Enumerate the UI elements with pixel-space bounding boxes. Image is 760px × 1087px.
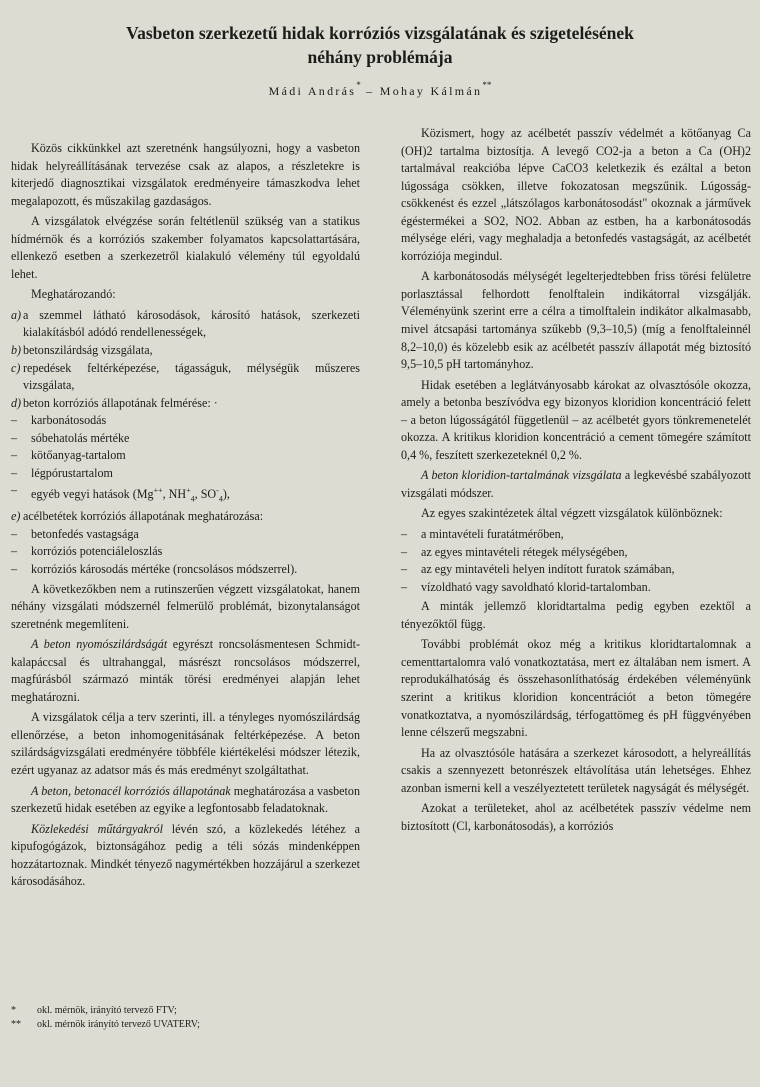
italic-lead: Közlekedési műtárgyakról [31,821,163,836]
list-item-text: betonszilárdság vizsgálata, [23,343,153,358]
left-column [11,140,360,894]
list-item [11,395,360,413]
dash-marker: – [11,483,18,498]
difference-list [401,526,751,596]
dash-marker: – [401,579,408,594]
list-item-text: korróziós károsodás mértéke (roncsolásos módszerrel). [31,562,298,577]
list-item-text: repedések feltérképezése, tágasságuk, mélységük műszeres vizsgálata, [23,360,360,393]
list-item [11,465,360,483]
paragraph: Hidak esetében a leglátványosabb károkat az olvasztósóle okozza, amely a betonba beszívódva egy bizonyos kloridion koncentráció felett – a beton lúgosságától függetlenül – az acélbetét gyors tönkremenetelét okozza. A kritikus kloridion koncentráció a cement tömegére számított 0,4 %, feszített szerkezeteknél 0,2 %. [401,377,751,462]
list-item-text: sóbehatolás mértéke [31,430,130,445]
paragraph: Közös cikkünkkel azt szeretnénk hangsúlyozni, hogy a vasbeton hidak helyreállításának tervezése csak az alapos, a részletekre is kiterjedő diagnosztikai vizsgálatok eredményeire támaszkodva lehet megalapozott, és műszakilag gazdaságos. [11,141,360,208]
list-letter: d) [11,395,22,410]
italic-lead: A beton, betonacél korróziós állapotának [31,783,231,798]
footnote [11,1018,360,1032]
list-item-text: karbonátosodás [31,413,107,428]
paragraph: A vizsgálatok célja a terv szerinti, ill. a tényleges nyomószilárdság ellenőrzése, a beton inhomogenitásának feltérképezése. A beton szilárdságvizsgálati eredményére többféle kiértékelési módszer létezik, ezért ugyanaz az adatsor más és más eredményt szolgáltathat. [11,710,360,778]
author-1-mark: * [356,80,361,90]
footnote-text: okl. mérnök irányító tervező UVATERV; [37,1019,200,1030]
paragraph: A karbonátosodás mélységét legelterjedtebben friss törési felületre porlasztással felhordott fenolftalein indikátorral vizsgálják. Véleményünk szerint erre a célra a timolftalein indikátor alkalmasabb, mivel átcsapási tartománya szűkebb (9,3–10,5) (míg a fenolftaleinnél 8,2–10,0) és közelebb esik az acélbetét passzív állapotát még biztosító 9,5–10,5 pH tartományhoz. [401,269,751,372]
author-separator: – [366,84,375,98]
paragraph: A beton kloridion-tartalmának vizsgálata a legkevésbé szabályozott vizsgálati módszer. [401,468,751,500]
footnote [11,1004,360,1018]
list-item [11,526,360,544]
author-1: Mádi András [268,84,357,98]
author-line [40,76,720,100]
article-title-line1: Vasbeton szerkezetű hidak korróziós vizsgálatának és szigetelésének [126,23,634,43]
paragraph: Közlekedési műtárgyakról lévén szó, a közlekedés létéhez a kipufogógázok, biztonságához pedig a téli sózás mindenképpen hozzátartoznak. Mindkét tényező nagymértékben hozzájárul a szerkezet károsodásához. [11,821,360,889]
paragraph: Azokat a területeket, ahol az acélbetétek passzív védelme nem biztosított (Cl, karbonátosodás), a korróziós [401,801,751,833]
list-item-text: légpórustartalom [31,465,113,480]
paragraph: A beton nyomószilárdságát egyrészt roncsolásmentesen Schmidt-kalapáccsal és ultrahanggal, másrészt roncsolásos módszerrel, magfúrásból származó minták törési eredményei alapján lehet meghatározni. [11,637,360,704]
list-letter: a) [11,307,22,322]
list-item-text: a mintavételi furatátmérőben, [421,527,564,542]
dash-marker: – [11,526,18,541]
list-item [401,526,751,544]
list-item [401,561,751,579]
list-item [11,543,360,561]
list-item-text: beton korróziós állapotának felmérése: · [23,395,218,410]
footnote-mark: ** [11,1019,21,1030]
determination-list [11,307,360,579]
list-letter: e) [11,509,21,524]
list-item [11,342,360,360]
dash-marker: – [401,527,408,542]
author-2: Mohay Kálmán [379,84,483,98]
stray-dot: · [213,395,218,410]
paragraph: A vizsgálatok elvégzése során feltétlenül szükség van a statikus hídmérnök és a korróziós szakember folyamatos kapcsolattartására, ellenkező esetben a szerkezetről kialakuló vélemény túl egyoldalú lehet. [11,214,360,281]
dash-marker: – [401,562,408,577]
footnote-mark: * [11,1005,16,1016]
list-letter: b) [11,343,22,358]
right-column [401,125,751,838]
list-item-text: betonfedés vastagsága [31,526,139,541]
paragraph: Az egyes szakintézetek által végzett vizsgálatok különböznek: [421,506,723,521]
list-item [11,430,360,448]
paragraph: Meghatározandó: [31,287,116,302]
list-letter: c) [11,360,21,375]
footnotes [11,1004,360,1032]
list-item [401,544,751,562]
list-item-text: kötőanyag-tartalom [31,448,126,463]
dash-marker: – [11,562,18,577]
list-item [11,307,360,342]
italic-lead: A beton kloridion-tartalmának vizsgálata [421,468,622,483]
author-2-mark: ** [482,80,492,90]
list-item [11,561,360,579]
paragraph: A minták jellemző kloridtartalma pedig egyben ezektől a tényezőktől függ. [401,599,751,631]
list-item-text: az egyes mintavételi rétegek mélységében, [421,544,628,559]
list-item-text: acélbetétek korróziós állapotának meghatározása: [23,509,264,524]
paragraph: Ha az olvasztósóle hatására a szerkezet károsodott, a helyreállítás csakis a szennyezett betonrészek eltávolítása után lehetséges. Ehhez azonban ismerni kell a veszélyeztetett területek nagyságát és mélységét. [401,745,751,795]
italic-lead: A beton nyomószilárdságát [31,637,168,652]
paragraph: A következőkben nem a rutinszerűen végzett vizsgálatokat, hanem néhány vizsgálati módszernél felmerülő problémát, bizonytalanságot szeretnénk megemlíteni. [11,581,360,631]
list-item [11,482,360,508]
list-item-text: korróziós potenciáleloszlás [31,544,163,559]
dash-marker: – [11,430,18,445]
list-item [11,508,360,526]
paragraph: További problémát okoz még a kritikus kloridtartalomnak a cementtartalomra való vonatkoztatása, mert ez általában nem ismert. A reprodukálhatóság és összehasonlíthatóság érdekében véleményünk szerint a kritikus kloridion koncentrációt a beton tömegére vonatkoztatva, a nyomószilárdság, térfogattömeg és pH függvényében lenne célszerű megszabni. [401,637,751,740]
chemical-effects-item: egyéb vegyi hatások (Mg++, $NH^+_4$, $SO^-_4$), [31,486,230,504]
list-item-text: az egy mintavételi helyen indított furatok számában, [421,562,675,577]
dash-marker: – [11,413,18,428]
paragraph: A beton, betonacél korróziós állapotának meghatározása a vasbeton szerkezetű hidak esetében az egyike a legfontosabb feladatoknak. [11,783,360,816]
list-item [401,579,751,597]
dash-marker: – [401,544,408,559]
list-item [11,360,360,395]
paragraph: Közismert, hogy az acélbetét passzív védelmét a kötőanyag Ca (OH)2 tartalma biztosítja. A levegő CO2-ja a beton a Ca (OH)2 tartalmával reakcióba lépve CaCO3 keletkezik és ezáltal a beton lúgossága csökken, illetve fokozatosan megszűnik. Lúgosság-csökkenést és ezzel „látszólagos karbonátosodást" okoznak a járművek égéstermékei a SO2, NO2. Abban az estben, ha a karbonátosodás mélysége eléri, vagy meghaladja a betonfedés vastagságát, az acélbetét korróziója megindul. [401,126,751,263]
footnote-text: okl. mérnök, irányító tervező FTV; [37,1005,177,1016]
list-item-text: vízoldható vagy savoldható klorid-tartalomban. [421,579,651,594]
dash-marker: – [11,448,18,463]
list-item-text: a szemmel látható károsodások, károsító hatások, szerkezeti kialakításból adódó rendellenességek, [23,307,360,340]
dash-marker: – [11,465,18,480]
dash-marker: – [11,544,18,559]
list-item [11,447,360,465]
list-item [11,412,360,430]
article-title-line2: néhány problémája [307,47,453,67]
